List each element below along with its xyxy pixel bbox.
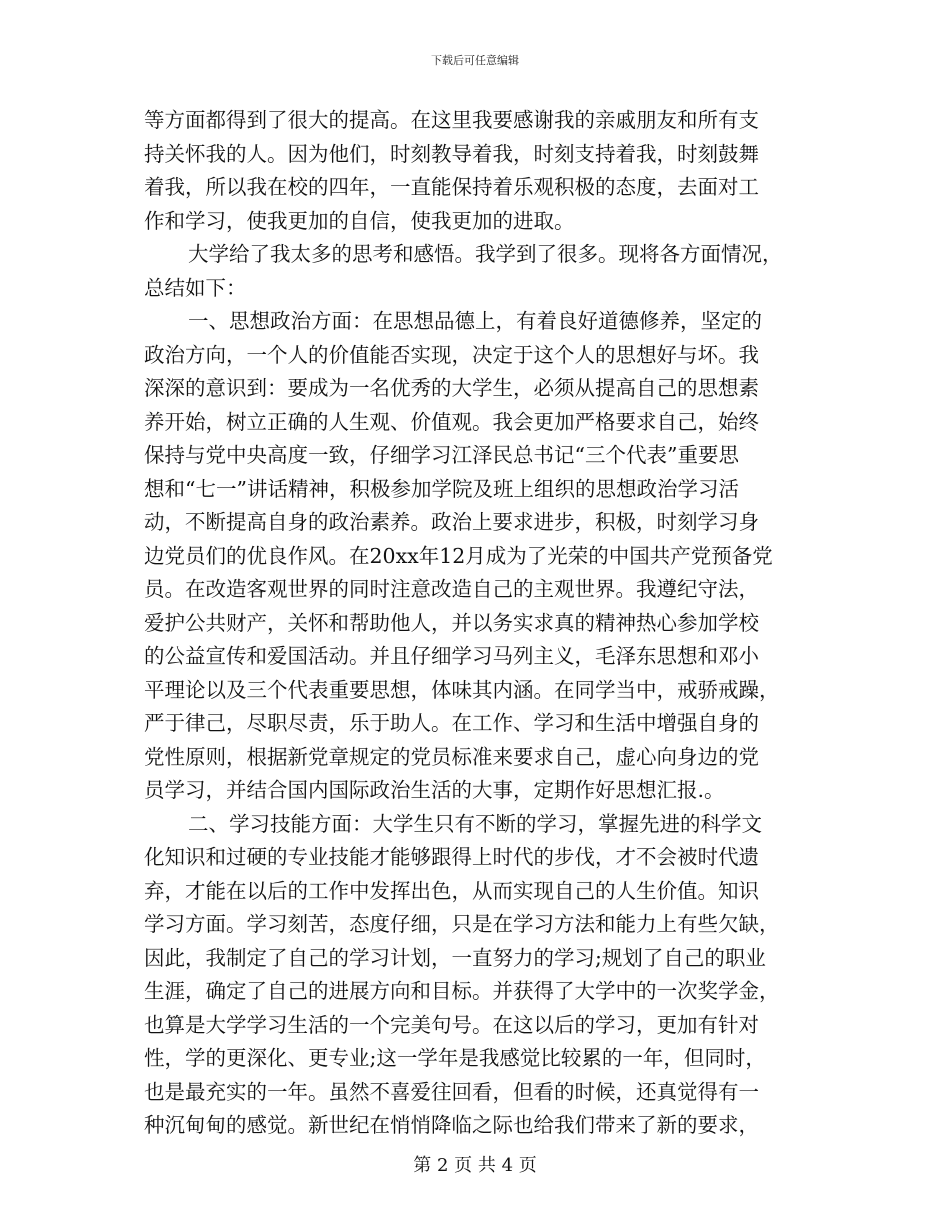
text-line: 弃，才能在以后的工作中发挥出色，从而实现自己的人生价值。知识 (144, 878, 759, 903)
text-line: 爱护公共财产，关怀和帮助他人，并以务实求真的精神热心参加学校 (144, 610, 759, 635)
text-line: 党性原则，根据新党章规定的党员标准来要求自己，虚心向身边的党 (144, 744, 759, 769)
text-line: 学习方面。学习刻苦，态度仔细，只是在学习方法和能力上有些欠缺， (144, 912, 780, 936)
text-line: 一、思想政治方面：在思想品德上，有着良好道德修养，坚定的 (188, 309, 762, 333)
text-line: 二、学习技能方面：大学生只有不断的学习，掌握先进的科学文 (188, 811, 762, 836)
text-line: 也是最充实的一年。虽然不喜爱往回看，但看的时候，还真觉得有一 (144, 1079, 759, 1104)
text-line: 总结如下： (144, 275, 247, 300)
text-line: 等方面都得到了很大的提高。在这里我要感谢我的亲戚朋友和所有支 (144, 108, 759, 132)
text-line: 性，学的更深化、更专业;这一学年是我感觉比较累的一年，但同时， (144, 1046, 766, 1070)
text-line: 政治方向，一个人的价值能否实现，决定于这个人的思想好与坏。我 (144, 342, 759, 367)
text-line: 因此，我制定了自己的学习计划，一直努力的学习;规划了自己的职业 (144, 945, 766, 970)
text-line: 养开始，树立正确的人生观、价值观。我会更加严格要求自己，始终 (144, 409, 759, 434)
document-body (144, 104, 808, 1143)
text-line: 想和“七一”讲话精神，积极参加学院及班上组织的思想政治学习活 (144, 476, 739, 501)
text-line: 种沉甸甸的感觉。新世纪在悄悄降临之际也给我们带来了新的要求， (144, 1113, 759, 1137)
text-line: 保持与党中央高度一致，仔细学习江泽民总书记“三个代表”重要思 (144, 443, 739, 467)
page-header: 下载后可任意编辑 (431, 54, 519, 67)
text-line: 深深的意识到：要成为一名优秀的大学生，必须从提高自己的思想素 (144, 376, 759, 400)
text-line: 作和学习，使我更加的自信，使我更加的进取。 (144, 208, 575, 233)
text-line: 着我，所以我在校的四年，一直能保持着乐观积极的态度，去面对工 (144, 175, 759, 199)
page-number: 第 2 页 共 4 页 (413, 1155, 537, 1176)
text-line: 员学习，并结合国内国际政治生活的大事，定期作好思想汇报.。 (144, 778, 725, 802)
text-line: 的公益宣传和爱国活动。并且仔细学习马列主义，毛泽东思想和邓小 (144, 644, 759, 668)
text-line: 员。在改造客观世界的同时注意改造自己的主观世界。我遵纪守法， (144, 577, 759, 601)
text-line: 化知识和过硬的专业技能才能够跟得上时代的步伐，才不会被时代遗 (144, 845, 759, 869)
text-line: 平理论以及三个代表重要思想，体味其内涵。在同学当中，戒骄戒躁， (144, 677, 780, 702)
text-line: 大学给了我太多的思考和感悟。我学到了很多。现将各方面情况， (188, 242, 783, 266)
text-line: 也算是大学学习生活的一个完美句号。在这以后的学习，更加有针对 (144, 1012, 759, 1037)
text-line: 生涯，确定了自己的进展方向和目标。并获得了大学中的一次奖学金， (144, 979, 780, 1003)
text-line: 动，不断提高自身的政治素养。政治上要求进步，积极，时刻学习身 (144, 510, 759, 534)
text-line: 严于律己，尽职尽责，乐于助人。在工作、学习和生活中增强自身的 (144, 711, 759, 735)
text-line: 边党员们的优良作风。在20xx年12月成为了光荣的中国共产党预备党 (144, 543, 773, 568)
text-line: 持关怀我的人。因为他们，时刻教导着我，时刻支持着我，时刻鼓舞 (144, 141, 759, 166)
